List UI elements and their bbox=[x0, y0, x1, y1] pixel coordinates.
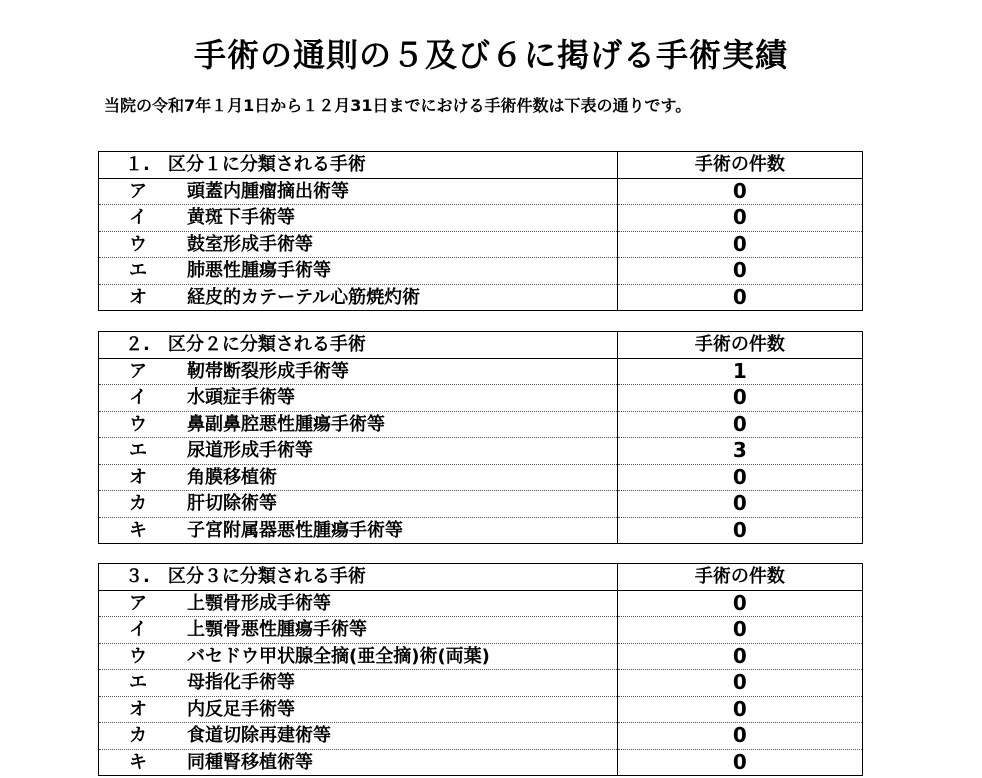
row-marker: イ bbox=[129, 387, 147, 409]
section-1-table bbox=[98, 151, 863, 311]
surgery-count: 0 bbox=[617, 231, 862, 258]
surgery-count: 0 bbox=[617, 178, 862, 205]
row-marker: イ bbox=[129, 207, 147, 229]
table-row bbox=[99, 590, 863, 617]
count-header: 手術の件数 bbox=[617, 564, 862, 591]
surgery-count: 0 bbox=[617, 385, 862, 412]
surgery-name: 肺悪性腫瘍手術等 bbox=[187, 260, 331, 282]
surgery-name: 子宮附属器悪性腫瘍手術等 bbox=[187, 519, 403, 541]
surgery-name: 母指化手術等 bbox=[187, 672, 295, 694]
surgery-count: 0 bbox=[617, 205, 862, 232]
row-marker: エ bbox=[129, 260, 147, 282]
surgery-name: 黄斑下手術等 bbox=[187, 207, 295, 229]
surgery-name: 上顎骨形成手術等 bbox=[187, 592, 331, 614]
surgery-name: 鼻副鼻腔悪性腫瘍手術等 bbox=[187, 413, 385, 435]
surgery-name: 水頭症手術等 bbox=[187, 387, 295, 409]
table-row bbox=[99, 178, 863, 205]
row-marker: カ bbox=[129, 725, 147, 747]
count-header: 手術の件数 bbox=[617, 152, 862, 179]
surgery-count: 0 bbox=[617, 284, 862, 311]
surgery-name: 内反足手術等 bbox=[187, 698, 295, 720]
surgery-name: 角膜移植術 bbox=[187, 466, 277, 488]
row-marker: ア bbox=[129, 360, 147, 382]
surgery-name: 上顎骨悪性腫瘍手術等 bbox=[187, 619, 367, 641]
surgery-count: 3 bbox=[617, 438, 862, 465]
table-header-row bbox=[99, 152, 863, 179]
row-marker: キ bbox=[129, 751, 147, 773]
row-marker: ア bbox=[129, 180, 147, 202]
section-2-table bbox=[98, 331, 863, 544]
row-marker: エ bbox=[129, 440, 147, 462]
row-marker: オ bbox=[129, 286, 147, 308]
surgery-name: 尿道形成手術等 bbox=[187, 440, 313, 462]
table-row bbox=[99, 411, 863, 438]
row-marker: ウ bbox=[129, 645, 147, 667]
row-marker: エ bbox=[129, 672, 147, 694]
table-row bbox=[99, 749, 863, 776]
table-row bbox=[99, 284, 863, 311]
surgery-count: 0 bbox=[617, 491, 862, 518]
surgery-count: 0 bbox=[617, 590, 862, 617]
table-header-row bbox=[99, 564, 863, 591]
table-row bbox=[99, 358, 863, 385]
surgery-name: 靭帯断裂形成手術等 bbox=[187, 360, 349, 382]
section-heading: １. 区分１に分類される手術 bbox=[99, 152, 618, 179]
intro-text: 当院の令和7年１月1日から１２月31日までにおける手術件数は下表の通りです。 bbox=[104, 96, 692, 115]
surgery-count: 0 bbox=[617, 258, 862, 285]
table-row bbox=[99, 205, 863, 232]
surgery-name: 肝切除術等 bbox=[187, 493, 277, 515]
surgery-count: 0 bbox=[617, 670, 862, 697]
table-row bbox=[99, 696, 863, 723]
table-row bbox=[99, 258, 863, 285]
surgery-count: 0 bbox=[617, 464, 862, 491]
table-row bbox=[99, 464, 863, 491]
surgery-count: 0 bbox=[617, 617, 862, 644]
row-marker: イ bbox=[129, 619, 147, 641]
table-row bbox=[99, 670, 863, 697]
surgery-count: 0 bbox=[617, 723, 862, 750]
surgery-name: 鼓室形成手術等 bbox=[187, 233, 313, 255]
row-marker: オ bbox=[129, 466, 147, 488]
table-row bbox=[99, 231, 863, 258]
count-header: 手術の件数 bbox=[617, 332, 862, 359]
section-heading: ３. 区分３に分類される手術 bbox=[99, 564, 618, 591]
surgery-name: 頭蓋内腫瘤摘出術等 bbox=[187, 180, 349, 202]
row-marker: ア bbox=[129, 592, 147, 614]
table-row bbox=[99, 491, 863, 518]
surgery-name: バセドウ甲状腺全摘(亜全摘)術(両葉) bbox=[187, 645, 490, 667]
table-header-row bbox=[99, 332, 863, 359]
surgery-count: 1 bbox=[617, 358, 862, 385]
table-row bbox=[99, 617, 863, 644]
section-heading: ２. 区分２に分類される手術 bbox=[99, 332, 618, 359]
surgery-name: 経皮的カテーテル心筋焼灼術 bbox=[187, 286, 421, 308]
surgery-count: 0 bbox=[617, 643, 862, 670]
section-3-table bbox=[98, 563, 863, 776]
row-marker: ウ bbox=[129, 413, 147, 435]
row-marker: キ bbox=[129, 519, 147, 541]
table-row bbox=[99, 517, 863, 544]
surgery-name: 同種腎移植術等 bbox=[187, 751, 313, 773]
table-row bbox=[99, 385, 863, 412]
row-marker: オ bbox=[129, 698, 147, 720]
row-marker: カ bbox=[129, 493, 147, 515]
table-row bbox=[99, 723, 863, 750]
table-row bbox=[99, 643, 863, 670]
surgery-count: 0 bbox=[617, 749, 862, 776]
surgery-count: 0 bbox=[617, 411, 862, 438]
page-title: 手術の通則の５及び６に掲げる手術実績 bbox=[193, 36, 788, 74]
surgery-count: 0 bbox=[617, 517, 862, 544]
surgery-name: 食道切除再建術等 bbox=[187, 725, 331, 747]
table-row bbox=[99, 438, 863, 465]
surgery-count: 0 bbox=[617, 696, 862, 723]
row-marker: ウ bbox=[129, 233, 147, 255]
